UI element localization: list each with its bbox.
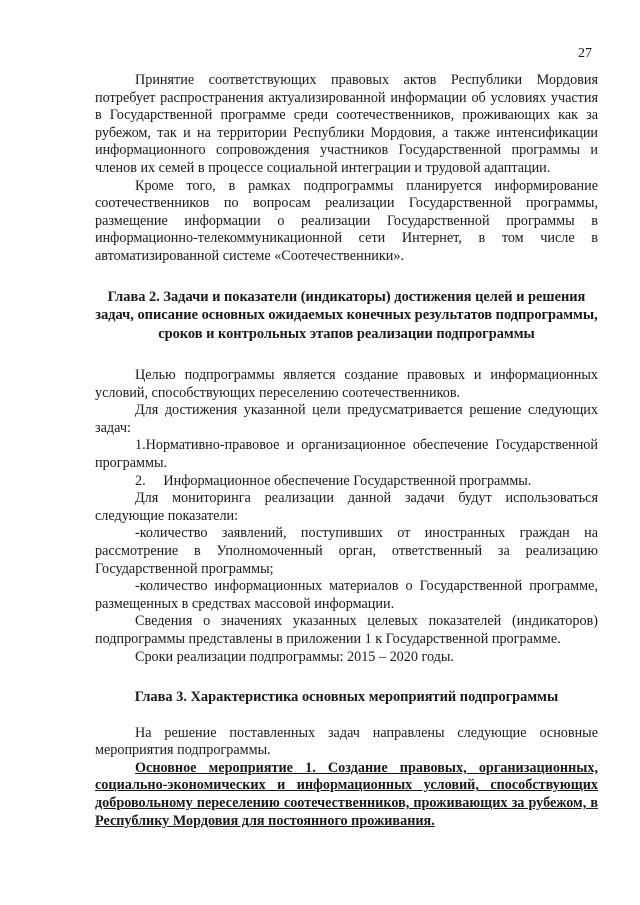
paragraph-tasks-intro: Для достижения указанной цели предусматривается решение следующих задач: bbox=[95, 402, 598, 436]
main-event-1: Основное мероприятие 1. Создание правовых, организационных, социально-экономических и информационных условий, способствующих добровольному переселению соотечественников, проживающих за рубежом, в Республику Мордовия для постоянного проживания. bbox=[95, 759, 598, 829]
indicator-1: -количество заявлений, поступивших от иностранных граждан на рассмотрение в Уполномоченный орган, ответственный за реализацию Государственной программы; bbox=[95, 525, 598, 577]
paragraph-informing: Кроме того, в рамках подпрограммы планируется информирование соотечественников по вопросам реализации Государственной программы, размещение информации о реализации Государственной программы в информационно-телекоммуникационной сети Интернет, в том числе в автоматизированной системе «Соотечественники». bbox=[95, 177, 598, 264]
page-number: 27 bbox=[578, 46, 592, 61]
paragraph-terms: Сроки реализации подпрограммы: 2015 – 2020 годы. bbox=[135, 648, 454, 665]
document-body bbox=[95, 72, 598, 830]
paragraph-legal-acts: Принятие соответствующих правовых актов Республики Мордовия потребует распространения актуализированной информации об условиях участия в Государственной программе среди соотечественников, проживающих как за рубежом, так и на территории Республики Мордовия, а также интенсификации информационного сопровождения участников Государственной программы и членов их семей в процессе социальной интеграции и трудовой адаптации. bbox=[95, 72, 598, 176]
chapter-3-heading: Глава 3. Характеристика основных мероприятий подпрограммы bbox=[134, 689, 559, 706]
paragraph-monitoring: Для мониторинга реализации данной задачи будут использоваться следующие показатели: bbox=[95, 490, 598, 524]
paragraph-events-intro: На решение поставленных задач направлены следующие основные мероприятия подпрограммы. bbox=[95, 724, 598, 759]
paragraph-appendix-note: Сведения о значениях указанных целевых показателей (индикаторов) подпрограммы представлены в приложении 1 к Государственной программе. bbox=[95, 613, 598, 647]
chapter-2-heading: Глава 2. Задачи и показатели (индикаторы) достижения целей и решения задач, описание основных ожидаемых конечных результатов подпрограммы, сроков и контрольных этапов реализации подпрограммы bbox=[95, 288, 598, 342]
indicator-2: -количество информационных материалов о Государственной программе, размещенных в средствах массовой информации. bbox=[95, 578, 598, 612]
task-2: 2. Информационное обеспечение Государственной программы. bbox=[135, 472, 532, 489]
task-1: 1.Нормативно-правовое и организационное обеспечение Государственной программы. bbox=[95, 437, 598, 471]
paragraph-goal: Целью подпрограммы является создание правовых и информационных условий, способствующих переселению соотечественников. bbox=[95, 367, 598, 401]
